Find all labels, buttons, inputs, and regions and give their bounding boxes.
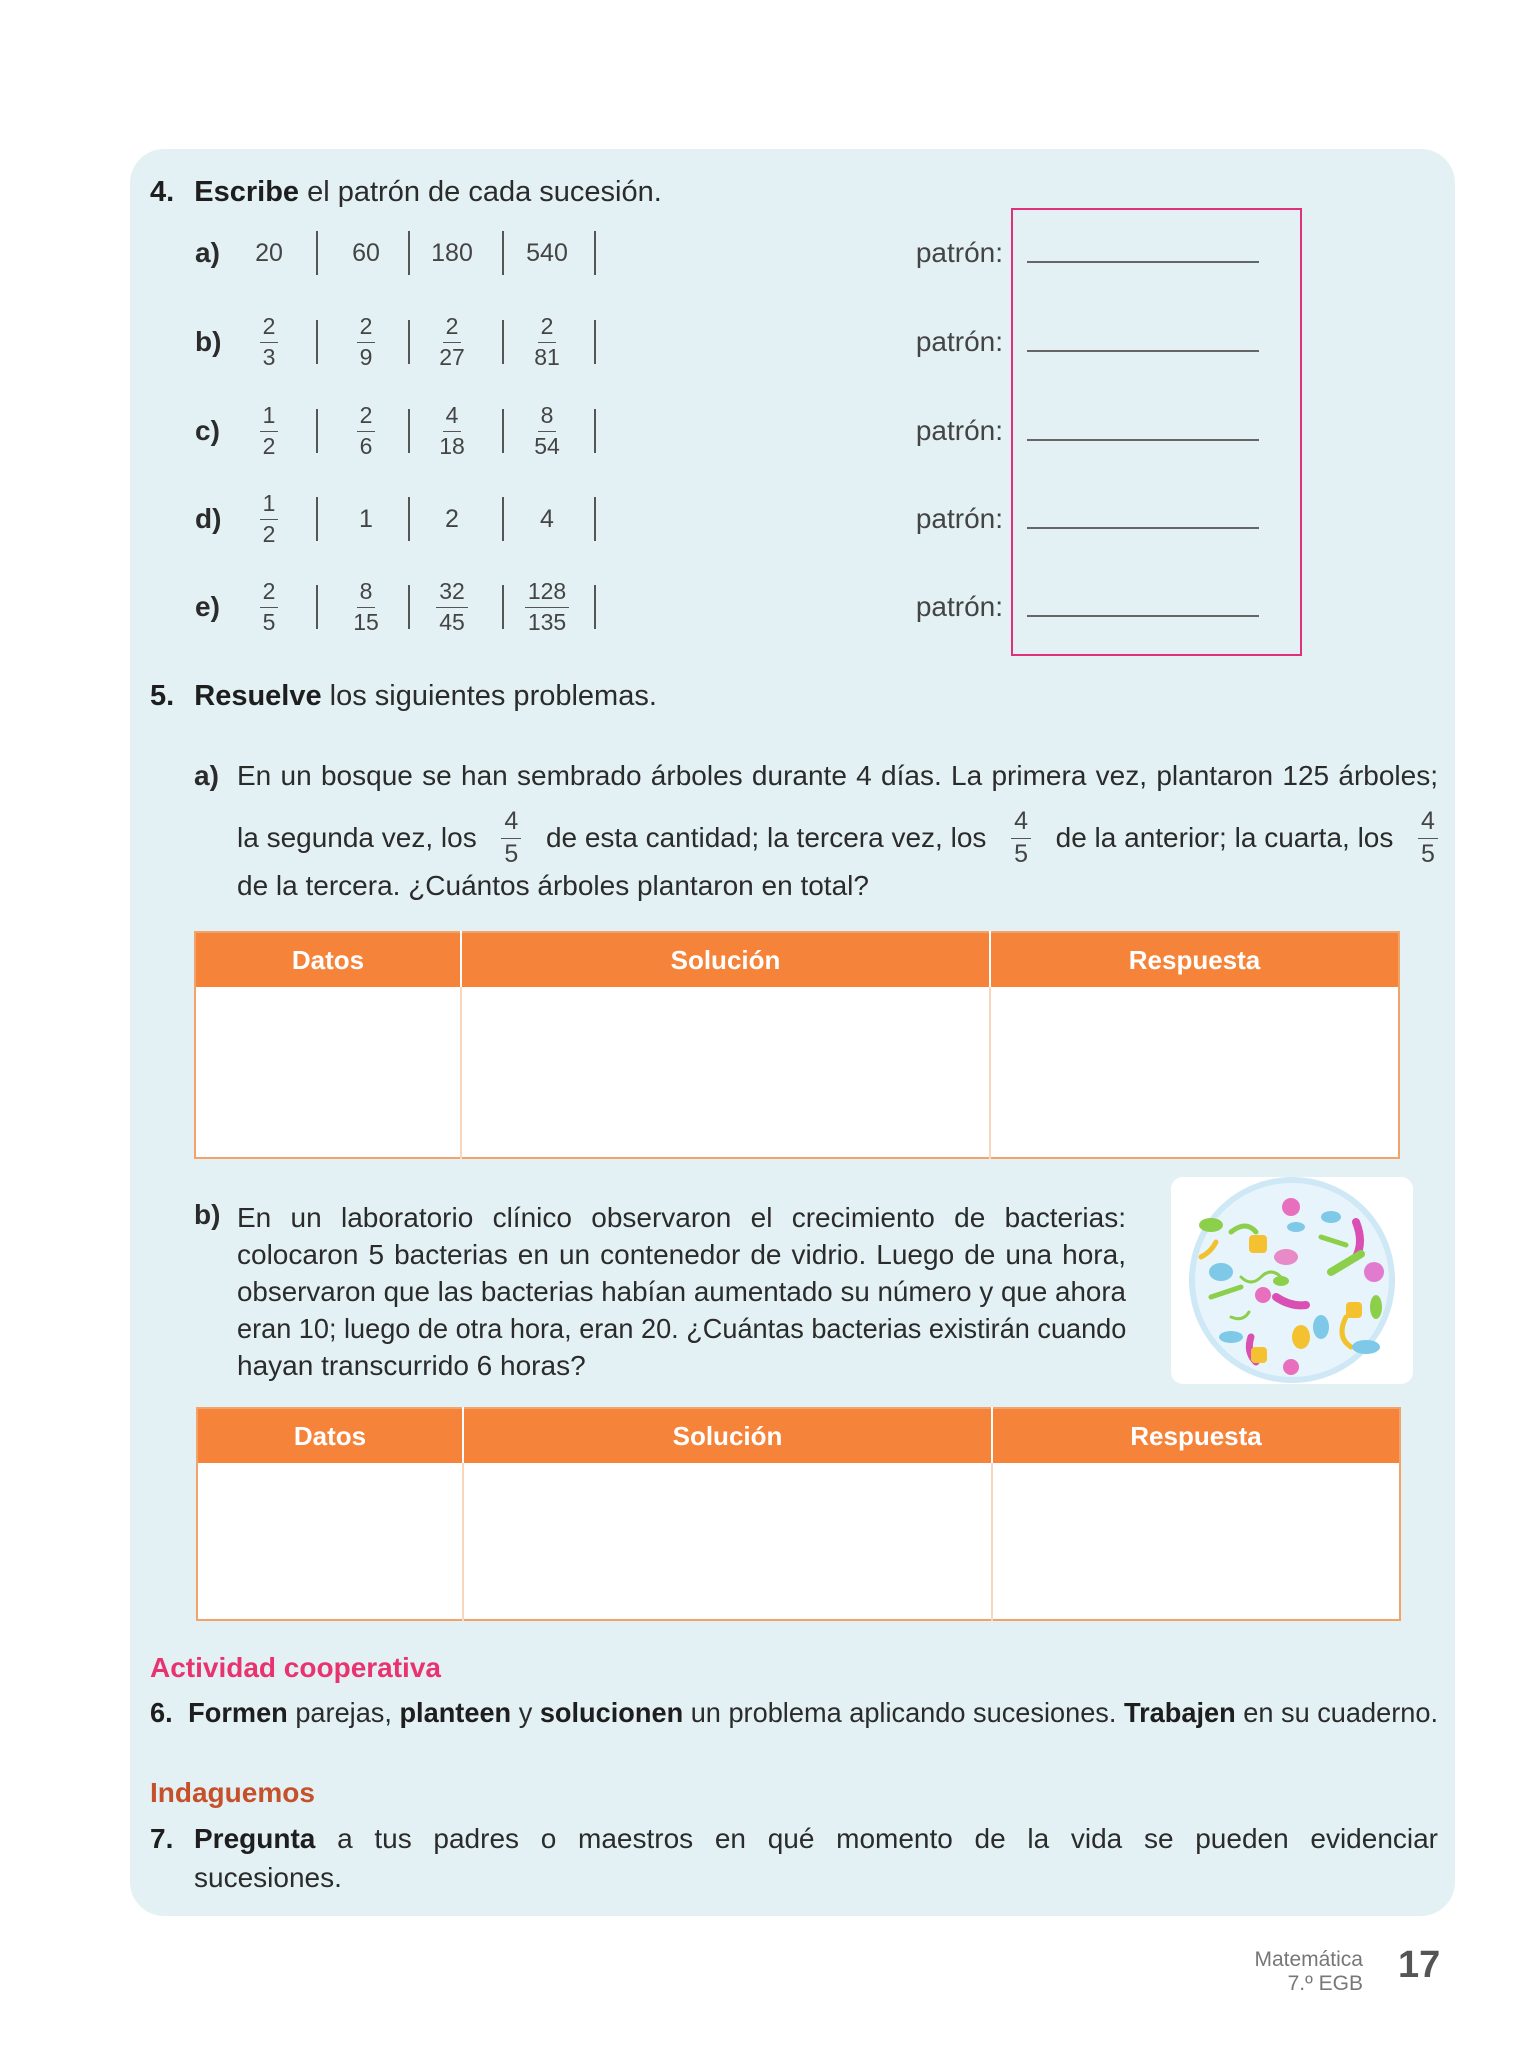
denominator: 3 — [262, 343, 276, 370]
denominator: 15 — [353, 608, 379, 635]
denominator: 18 — [439, 432, 465, 459]
indaguemos-heading: Indaguemos — [150, 1777, 315, 1808]
header-datos: Datos — [197, 1408, 463, 1463]
numerator: 2 — [538, 314, 557, 342]
separator — [594, 497, 596, 541]
patron-label: patrón: — [915, 326, 1003, 357]
emphasized-verb: solucionen — [539, 1697, 684, 1728]
emphasized-verb: planteen — [399, 1697, 512, 1728]
numerator: 1 — [260, 491, 279, 519]
separator — [408, 231, 410, 275]
solucion-cell[interactable] — [463, 1463, 992, 1620]
fraction — [260, 579, 279, 635]
ex7-verb: Pregunta — [194, 1823, 316, 1854]
sequence-term — [326, 577, 406, 637]
sequence-term — [229, 489, 309, 549]
sequence-term — [412, 577, 492, 637]
ex6-text — [150, 1697, 1438, 1729]
separator — [316, 497, 318, 541]
ex5b-line: hayan transcurrido 6 horas? — [237, 1350, 586, 1381]
subject-name: Matemática — [1254, 1948, 1363, 1971]
ex7-number-line — [150, 1823, 173, 1855]
sequence-term — [229, 312, 309, 372]
fraction — [260, 314, 279, 370]
patron-label: patrón: — [915, 415, 1003, 446]
bacteria-petri-icon — [1171, 1177, 1413, 1384]
numerator: 128 — [525, 579, 569, 607]
ex5a-answer-table — [194, 931, 1400, 1159]
fraction-four-fifths — [1418, 808, 1438, 868]
sequence-row — [0, 489, 1536, 549]
denominator: 27 — [439, 343, 465, 370]
ex5b-line: En un laboratorio clínico observaron el crecimiento de bacterias: — [237, 1202, 1126, 1233]
fraction — [525, 579, 569, 635]
denominator: 5 — [1421, 839, 1435, 868]
numerator: 2 — [357, 403, 376, 431]
ex7-line1 — [194, 1823, 1438, 1857]
instruction-text: en su cuaderno. — [1235, 1697, 1438, 1728]
ex5a-line2 — [237, 808, 1438, 868]
numerator: 8 — [538, 403, 557, 431]
sequence-term: 2 — [445, 504, 459, 533]
numerator: 2 — [260, 579, 279, 607]
sequence-term — [507, 401, 587, 461]
fraction — [260, 403, 279, 459]
ex4-instruction — [150, 176, 662, 209]
grade-label: 7.º EGB — [1287, 1972, 1363, 1995]
denominator: 9 — [359, 343, 373, 370]
sequence-row — [0, 312, 1536, 372]
row-label: b) — [195, 326, 222, 357]
ex5a-label: a) — [194, 760, 219, 791]
sequence-term — [412, 312, 492, 372]
row-label: a) — [195, 237, 220, 268]
sequence-row — [0, 577, 1536, 637]
sequence-term — [326, 401, 406, 461]
sequence-term — [229, 577, 309, 637]
separator — [594, 409, 596, 453]
ex4-verb: Escribe — [194, 176, 300, 208]
sequence-term: 60 — [352, 238, 380, 267]
bacteria-illustration — [1171, 1177, 1413, 1384]
separator — [408, 585, 410, 629]
instruction-text: un problema aplicando sucesiones. — [683, 1697, 1124, 1728]
denominator: 5 — [1014, 839, 1028, 868]
row-label: d) — [195, 503, 222, 534]
fraction — [534, 403, 560, 459]
separator — [316, 320, 318, 364]
ex4-rest: el patrón de cada sucesión. — [299, 176, 662, 208]
ex7-text: a tus padres o maestros en qué momento de la vida se pueden evidenciar — [337, 1823, 1439, 1854]
footer-subject — [1254, 1948, 1363, 1996]
fraction — [436, 579, 468, 635]
emphasized-verb: Formen — [188, 1697, 288, 1728]
denominator: 2 — [262, 432, 276, 459]
denominator: 5 — [504, 839, 519, 868]
instruction-text: y — [511, 1697, 540, 1728]
header-solucion: Solución — [463, 1408, 992, 1463]
numerator: 1 — [260, 403, 279, 431]
separator — [408, 497, 410, 541]
header-datos: Datos — [195, 932, 461, 987]
patron-answer-box — [1011, 208, 1302, 656]
sequence-row — [0, 401, 1536, 461]
row-label: e) — [195, 591, 220, 622]
patron-label: patrón: — [915, 503, 1003, 534]
denominator: 81 — [534, 343, 560, 370]
separator — [502, 409, 504, 453]
separator — [502, 497, 504, 541]
numerator: 4 — [1418, 808, 1438, 839]
fraction — [353, 579, 379, 635]
datos-cell[interactable] — [197, 1463, 463, 1620]
ex5b-line: colocaron 5 bacterias en un contenedor de vidrio. Luego de una hora, — [237, 1239, 1126, 1270]
separator — [594, 320, 596, 364]
separator — [594, 231, 596, 275]
fraction — [260, 491, 279, 547]
fraction-four-fifths — [501, 808, 521, 868]
ex5a-line1: En un bosque se han sembrado árboles durante 4 días. La primera vez, plantaron 125 árboles; — [237, 760, 1438, 791]
patron-label: patrón: — [915, 591, 1003, 622]
emphasized-verb: Trabajen — [1123, 1697, 1236, 1728]
header-respuesta: Respuesta — [990, 932, 1399, 987]
ex4-number: 4. — [150, 176, 175, 208]
separator — [316, 585, 318, 629]
denominator: 135 — [527, 608, 567, 635]
sequence-term: 180 — [431, 238, 473, 267]
instruction-text: parejas, — [287, 1697, 400, 1728]
numerator: 4 — [1011, 808, 1031, 839]
separator — [316, 231, 318, 275]
numerator: 4 — [443, 403, 462, 431]
ex5b-answer-table — [196, 1407, 1401, 1621]
numerator: 8 — [357, 579, 376, 607]
denominator: 2 — [262, 520, 276, 547]
denominator: 45 — [439, 608, 465, 635]
denominator: 6 — [359, 432, 373, 459]
page-number: 17 — [1398, 1944, 1441, 1986]
ex5b-line: eran 10; luego de otra hora, eran 20. ¿Cuántas bacterias existirán cuando — [237, 1313, 1127, 1344]
ex5-rest: los siguientes problemas. — [321, 680, 657, 712]
ex5b-label: b) — [194, 1199, 221, 1230]
sequence-term — [229, 401, 309, 461]
fraction — [357, 314, 376, 370]
datos-cell[interactable] — [195, 987, 461, 1158]
fraction — [534, 314, 560, 370]
numerator: 32 — [436, 579, 468, 607]
ex5a-text2: de esta cantidad; la tercera vez, los — [545, 822, 987, 853]
denominator: 54 — [534, 432, 560, 459]
separator — [316, 409, 318, 453]
ex5a-line3: de la tercera. ¿Cuántos árboles plantaron en total? — [237, 870, 869, 901]
fraction — [357, 403, 376, 459]
ex7-line2: sucesiones. — [194, 1862, 342, 1893]
header-solucion: Solución — [461, 932, 990, 987]
numerator: 2 — [443, 314, 462, 342]
separator — [502, 585, 504, 629]
sequence-term: 20 — [255, 238, 283, 267]
separator — [408, 320, 410, 364]
fraction — [439, 403, 465, 459]
cooperative-heading: Actividad cooperativa — [150, 1652, 441, 1683]
ex5a-text1: la segunda vez, los — [237, 822, 477, 853]
separator — [594, 585, 596, 629]
sequence-term — [412, 401, 492, 461]
ex6-number: 6. — [150, 1697, 173, 1728]
fraction-four-fifths — [1011, 808, 1031, 868]
respuesta-cell[interactable] — [992, 1463, 1400, 1620]
ex5-instruction — [150, 680, 657, 713]
respuesta-cell[interactable] — [990, 987, 1399, 1158]
sequence-term — [507, 577, 587, 637]
sequence-term — [326, 312, 406, 372]
ex5-verb: Resuelve — [194, 680, 322, 712]
numerator: 2 — [357, 314, 376, 342]
ex5-number: 5. — [150, 680, 175, 712]
denominator: 5 — [262, 608, 276, 635]
sequence-term — [507, 312, 587, 372]
ex5b-line: observaron que las bacterias habían aumentado su número y que ahora — [237, 1276, 1126, 1307]
numerator: 4 — [501, 808, 521, 839]
patron-label: patrón: — [915, 237, 1003, 268]
row-label: c) — [195, 415, 220, 446]
sequence-term: 4 — [540, 504, 554, 533]
ex7-number: 7. — [150, 1823, 174, 1854]
separator — [502, 320, 504, 364]
ex5b-text — [237, 1199, 1126, 1384]
fraction — [439, 314, 465, 370]
separator — [502, 231, 504, 275]
numerator: 2 — [260, 314, 279, 342]
solucion-cell[interactable] — [461, 987, 990, 1158]
sequence-row — [0, 223, 1536, 283]
separator — [408, 409, 410, 453]
sequence-term: 540 — [526, 238, 568, 267]
ex5a-text3: de la anterior; la cuarta, los — [1055, 822, 1394, 853]
header-respuesta: Respuesta — [992, 1408, 1400, 1463]
sequence-term: 1 — [359, 504, 373, 533]
